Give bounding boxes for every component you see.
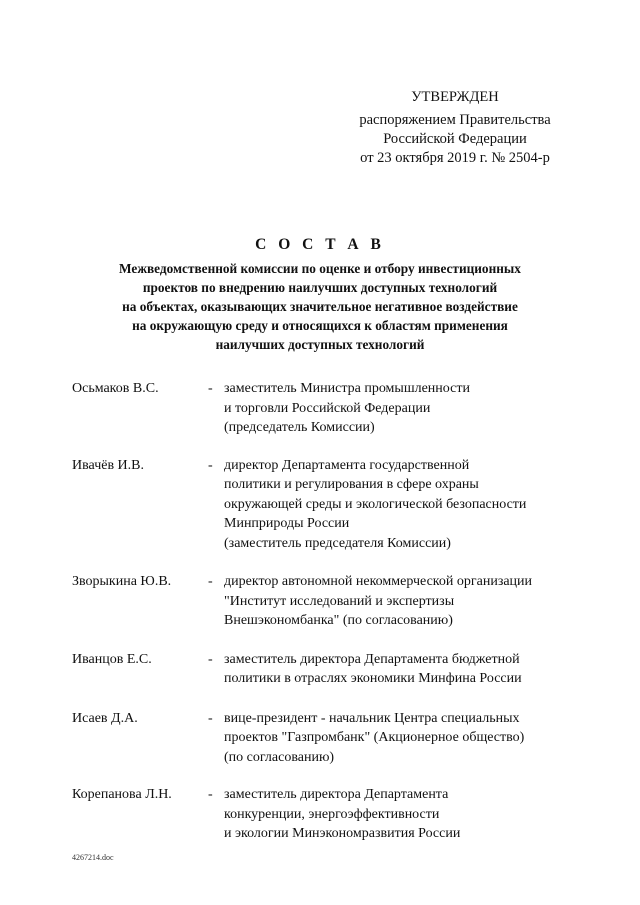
member-row [72,650,592,689]
document-id: 4267214.doc [72,853,114,862]
position-line: заместитель директора Департамента бюджетной [224,651,520,667]
heading-line: наилучших доступных технологий [215,337,425,352]
position-line: Минприроды России [224,516,350,531]
members-list [72,379,592,844]
position-line: директор автономной некоммерческой организации [224,574,533,589]
member-dash: - [208,574,213,589]
approval-title: УТВЕРЖДЕН [411,89,499,105]
position-line: заместитель директора Департамента [224,787,449,802]
position-line: окружающей среды и экологической безопасности [224,496,527,512]
position-line: и торговли Российской Федерации [224,400,431,416]
member-name: Исаев Д.А. [72,710,138,726]
position-line: директор Департамента государственной [224,457,470,473]
member-name: Ивачёв И.В. [72,457,145,473]
member-name: Корепанова Л.Н. [72,787,172,802]
member-dash: - [208,381,213,396]
position-line: конкуренции, энергоэффективности [224,806,440,822]
heading-line: проектов по внедрению наилучших доступных технологий [142,280,498,295]
position-line: вице-президент - начальник Центра специальных [224,710,520,726]
position-line: проектов "Газпромбанк" (Акционерное общество) [224,730,525,745]
member-position [224,572,592,631]
member-row [72,456,592,554]
member-dash: - [208,710,213,726]
heading-line: Межведомственной комиссии по оценке и отбору инвестиционных [119,261,521,276]
member-position [224,785,592,844]
member-name: Иванцов Е.С. [72,651,152,667]
approval-block [335,88,575,168]
position-line: и экологии Минэкономразвития России [224,826,461,841]
member-name: Зворыкина Ю.В. [72,574,172,589]
position-line: политики и регулирования в сфере охраны [224,477,479,492]
member-dash: - [208,457,213,473]
member-name: Осьмаков В.С. [72,381,159,396]
position-line: заместитель Министра промышленности [224,381,470,396]
member-position [224,650,592,689]
member-row [72,572,592,631]
position-line: (по согласованию) [224,749,335,765]
member-row [72,785,592,844]
member-row [72,379,592,438]
position-line: (заместитель председателя Комиссии) [224,535,451,551]
position-line: (председатель Комиссии) [224,420,375,435]
member-position [224,379,592,438]
heading-line: на окружающую среду и относящихся к областям применения [132,318,508,333]
heading-title: С О С Т А В [255,236,385,253]
document-heading [60,236,580,354]
approval-line: Российской Федерации [383,131,527,147]
member-dash: - [208,651,213,667]
position-line: Внешэкономбанка" (по согласованию) [224,613,453,628]
position-line: политики в отраслях экономики Минфина России [224,671,522,686]
member-dash: - [208,787,213,802]
approval-line: распоряжением Правительства [359,112,551,128]
heading-line: на объектах, оказывающих значительное негативное воздействие [122,299,518,314]
position-line: "Институт исследований и экспертизы [224,593,455,609]
member-position [224,709,592,768]
member-row [72,709,592,768]
member-position [224,456,592,554]
approval-line: от 23 октября 2019 г. № 2504-р [360,150,550,166]
